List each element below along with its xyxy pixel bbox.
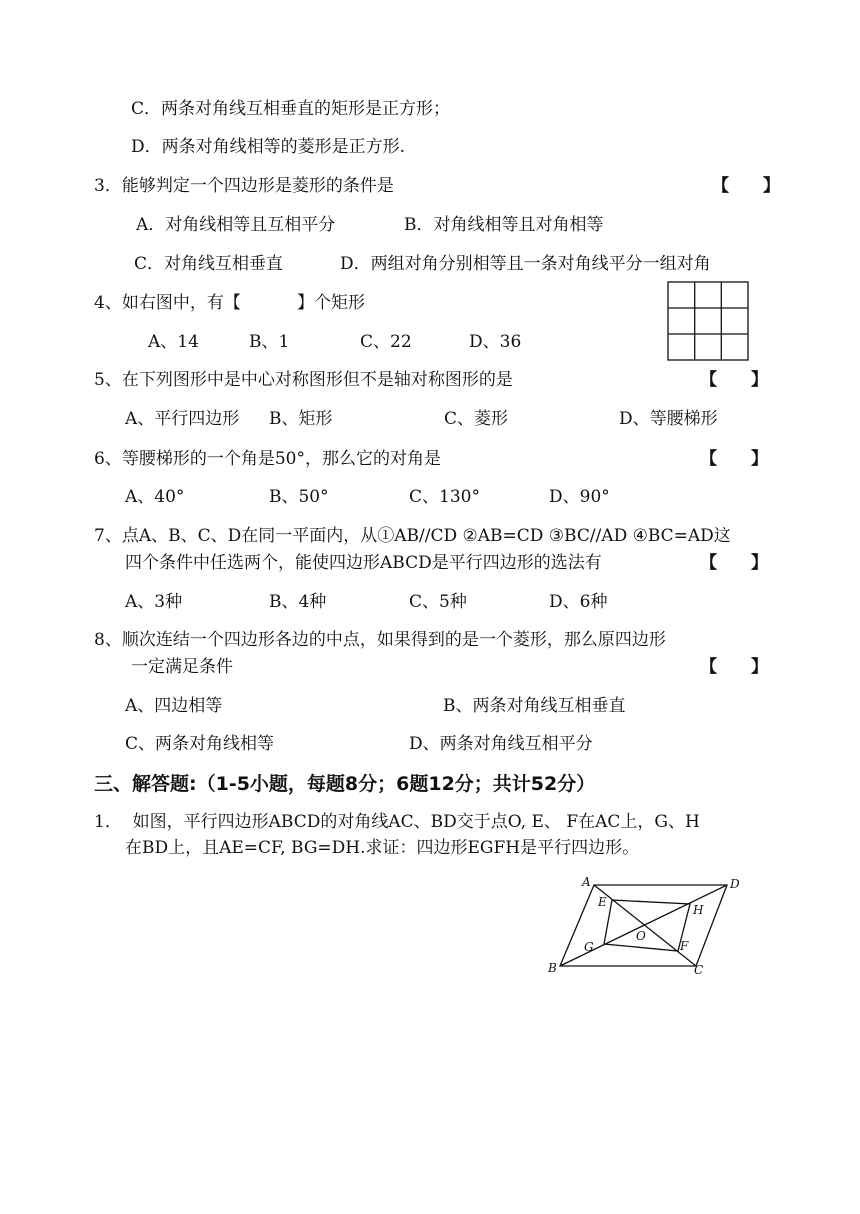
- q5-option-a: A、平行四边形: [125, 409, 240, 429]
- q3-option-a: A．对角线相等且互相平分: [136, 215, 336, 235]
- q7-option-d: D、6种: [549, 592, 608, 612]
- label-e: E: [598, 895, 607, 909]
- q6-option-d: D、90°: [549, 487, 610, 507]
- q3-stem: 3．能够判定一个四边形是菱形的条件是: [94, 176, 394, 196]
- q8-answer-bracket: 【 】: [700, 657, 768, 677]
- q8-stem-line1: 8、顺次连结一个四边形各边的中点，如果得到的是一个菱形，那么原四边形: [94, 630, 666, 650]
- label-f: F: [680, 939, 689, 953]
- label-c: C: [694, 963, 704, 977]
- q5-stem: 5、在下列图形中是中心对称图形但不是轴对称图形的是: [94, 370, 513, 390]
- q8-stem-line2: 一定满足条件: [131, 657, 233, 677]
- section-3-heading: 三、解答题:（1-5小题，每题8分；6题12分；共计52分）: [94, 773, 596, 795]
- q5-option-b: B、矩形: [269, 409, 333, 429]
- q4-option-a: A、14: [148, 332, 199, 352]
- q8-option-d: D、两条对角线互相平分: [409, 734, 593, 754]
- problem-1-line1: 1． 如图，平行四边形ABCD的对角线AC、BD交于点O, E、 F在AC上，G、H: [94, 812, 700, 832]
- q7-stem-line2: 四个条件中任选两个，能使四边形ABCD是平行四边形的选法有: [125, 553, 602, 573]
- q2-option-d: D．两条对角线相等的菱形是正方形.: [131, 137, 406, 157]
- q5-option-d: D、等腰梯形: [619, 409, 718, 429]
- q4-option-c: C、22: [360, 332, 412, 352]
- problem-1-line2: 在BD上，且AE=CF, BG=DH.求证：四边形EGFH是平行四边形。: [125, 838, 640, 858]
- q5-option-c: C、菱形: [444, 409, 509, 429]
- q3-answer-bracket: 【 】: [712, 176, 780, 196]
- q7-option-c: C、5种: [409, 592, 467, 612]
- parallelogram-figure: [540, 870, 760, 980]
- q7-option-a: A、3种: [125, 592, 183, 612]
- q3-option-c: C．对角线互相垂直: [134, 254, 284, 274]
- q8-option-c: C、两条对角线相等: [125, 734, 275, 754]
- q7-stem-line1: 7、点A、B、C、D在同一平面内，从①AB//CD ②AB=CD ③BC//AD ④BC=AD这: [94, 526, 731, 546]
- q5-answer-bracket: 【 】: [700, 370, 768, 390]
- q6-option-a: A、40°: [125, 487, 185, 507]
- q4-option-b: B、1: [249, 332, 290, 352]
- q3-option-b: B．对角线相等且对角相等: [404, 215, 604, 235]
- label-a: A: [582, 875, 591, 889]
- q6-stem: 6、等腰梯形的一个角是50°，那么它的对角是: [94, 449, 441, 469]
- q8-option-a: A、四边相等: [125, 696, 223, 716]
- q2-option-c: C．两条对角线互相垂直的矩形是正方形；: [131, 99, 451, 119]
- q3-option-d: D．两组对角分别相等且一条对角线平分一组对角: [340, 254, 711, 274]
- q6-option-c: C、130°: [409, 487, 480, 507]
- label-d: D: [730, 877, 740, 891]
- q4-stem-end: 】个矩形: [297, 293, 365, 313]
- q6-answer-bracket: 【 】: [700, 449, 768, 469]
- label-b: B: [548, 961, 557, 975]
- q7-option-b: B、4种: [269, 592, 327, 612]
- q4-grid-figure: [667, 281, 751, 362]
- q8-option-b: B、两条对角线互相垂直: [443, 696, 626, 716]
- label-h: H: [693, 903, 704, 917]
- label-g: G: [584, 940, 594, 954]
- label-o: O: [636, 929, 646, 943]
- q6-option-b: B、50°: [269, 487, 329, 507]
- q4-stem-start: 4、如右图中，有【: [94, 293, 241, 313]
- q7-answer-bracket: 【 】: [700, 553, 768, 573]
- q4-option-d: D、36: [469, 332, 522, 352]
